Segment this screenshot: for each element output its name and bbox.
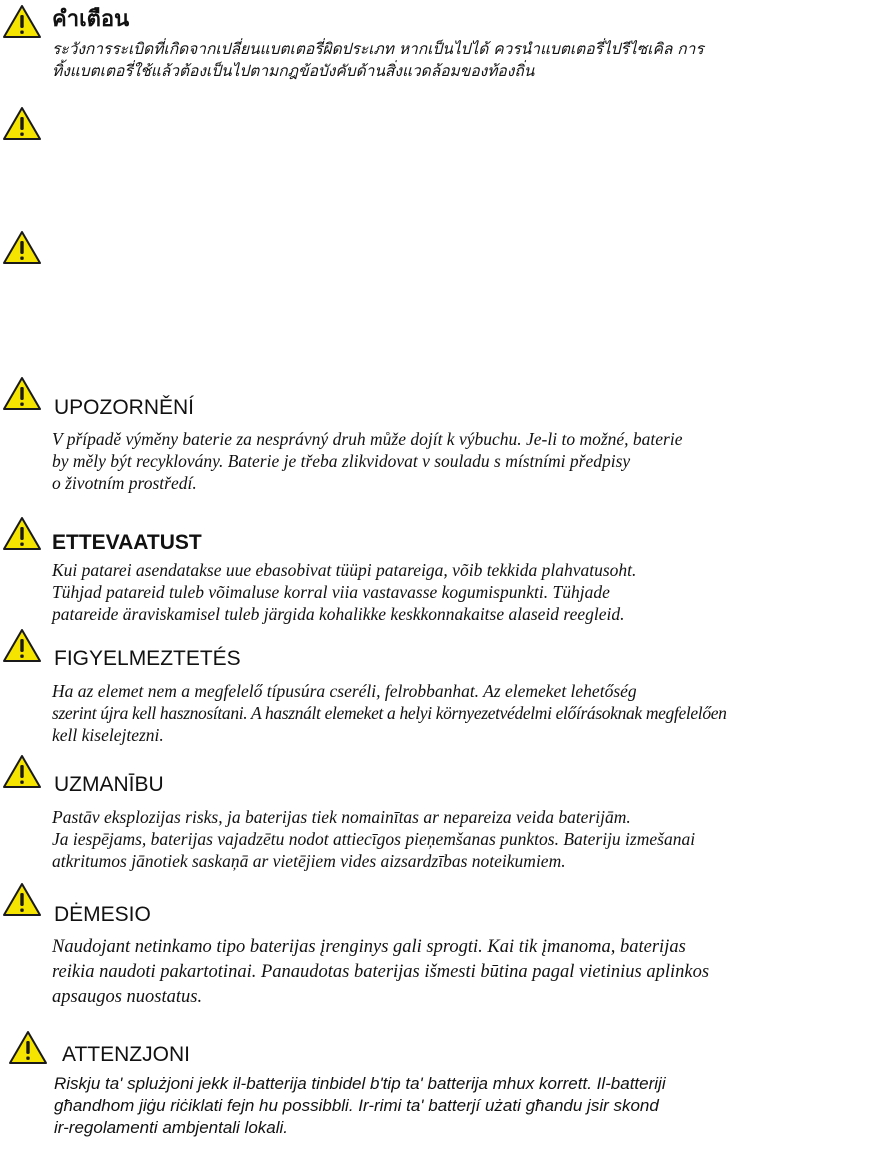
warning-text-line: għandhom jiġu riċiklati fejn hu possibbli. Ir-rimi ta' batterjí użati għandu jsir skond bbox=[54, 1096, 659, 1115]
warning-triangle-icon bbox=[2, 628, 42, 664]
warning-title: UZMANĪBU bbox=[54, 773, 164, 796]
warning-title: คำเตือน bbox=[52, 7, 130, 32]
warning-text-line: Kui patarei asendatakse uue ebasobivat tüüpi patareiga, võib tekkida plahvatusoht. bbox=[52, 560, 637, 580]
warning-text-line: Ja iespējams, baterijas vajadzētu nodot attiecīgos pieņemšanas punktos. Bateriju izmešanai bbox=[52, 829, 696, 849]
warning-text-line: ระวังการระเบิดที่เกิดจากเปลี่ยนแบตเตอรี่ผิดประเภท หากเป็นไปได้ ควรนำแบตเตอรี่ไปรีไซเคิล การ bbox=[52, 40, 704, 58]
warning-text-line: by měly být recyklovány. Baterie je třeba zlikvidovat v souladu s místními předpisy bbox=[52, 451, 631, 471]
warning-triangle-icon bbox=[2, 4, 42, 40]
warning-text-line: Naudojant netinkamo tipo baterijas įrenginys gali sprogti. Kai tik įmanoma, baterijas bbox=[52, 937, 686, 957]
warning-triangle-icon bbox=[2, 230, 42, 266]
warning-title: FIGYELMEZTETÉS bbox=[54, 647, 241, 670]
warning-text-line: Riskju ta' splużjoni jekk il-batterija tinbidel b'tip ta' batterija mhux korrett. Il-batteriji bbox=[54, 1074, 666, 1093]
warning-text-line: Pastāv eksplozijas risks, ja baterijas tiek nomainītas ar nepareiza veida baterijām. bbox=[52, 807, 631, 827]
warning-text-line: patareide äraviskamisel tuleb järgida kohalikke keskkonnakaitse alaseid reegleid. bbox=[52, 604, 625, 624]
warning-text-line: reikia naudoti pakartotinai. Panaudotas baterijas išmesti būtina pagal vietinius aplinkos bbox=[52, 962, 710, 982]
warning-text-line: szerint újra kell hasznosítani. A használt elemeket a helyi környezetvédelmi előírásoknak megfelelően bbox=[52, 703, 727, 723]
warning-triangle-icon bbox=[2, 882, 42, 918]
warning-text-line: apsaugos nuostatus. bbox=[52, 987, 203, 1007]
warning-triangle-icon bbox=[2, 754, 42, 790]
warning-text-line: kell kiselejtezni. bbox=[52, 725, 164, 745]
warning-title: DĖMESIO bbox=[54, 903, 151, 926]
warning-triangle-icon bbox=[8, 1030, 48, 1066]
warning-triangle-icon bbox=[2, 376, 42, 412]
warning-text-line: ทิ้งแบตเตอรี่ใช้แล้วต้องเป็นไปตามกฎข้อบังคับด้านสิ่งแวดล้อมของท้องถิ่น bbox=[52, 62, 535, 80]
warning-title: ATTENZJONI bbox=[62, 1043, 190, 1066]
warning-title: ETTEVAATUST bbox=[52, 531, 202, 554]
warning-text-line: o životním prostředí. bbox=[52, 473, 197, 493]
warning-triangle-icon bbox=[2, 106, 42, 142]
warning-triangle-icon bbox=[2, 516, 42, 552]
warning-text-line: ir-regolamenti ambjentali lokali. bbox=[54, 1118, 289, 1137]
warning-title: UPOZORNĚNÍ bbox=[54, 396, 195, 419]
warning-text-line: V případě výměny baterie za nesprávný druh může dojít k výbuchu. Je-li to možné, baterie bbox=[52, 429, 683, 449]
warning-text-line: Ha az elemet nem a megfelelő típusúra cseréli, felrobbanhat. Az elemeket lehetőség bbox=[52, 681, 637, 701]
warning-text-line: atkritumos jānotiek saskaņā ar vietējiem vides aizsardzības noteikumiem. bbox=[52, 851, 566, 871]
warning-text-line: Tühjad patareid tuleb võimaluse korral viia vastavasse kogumispunkti. Tühjade bbox=[52, 582, 610, 602]
